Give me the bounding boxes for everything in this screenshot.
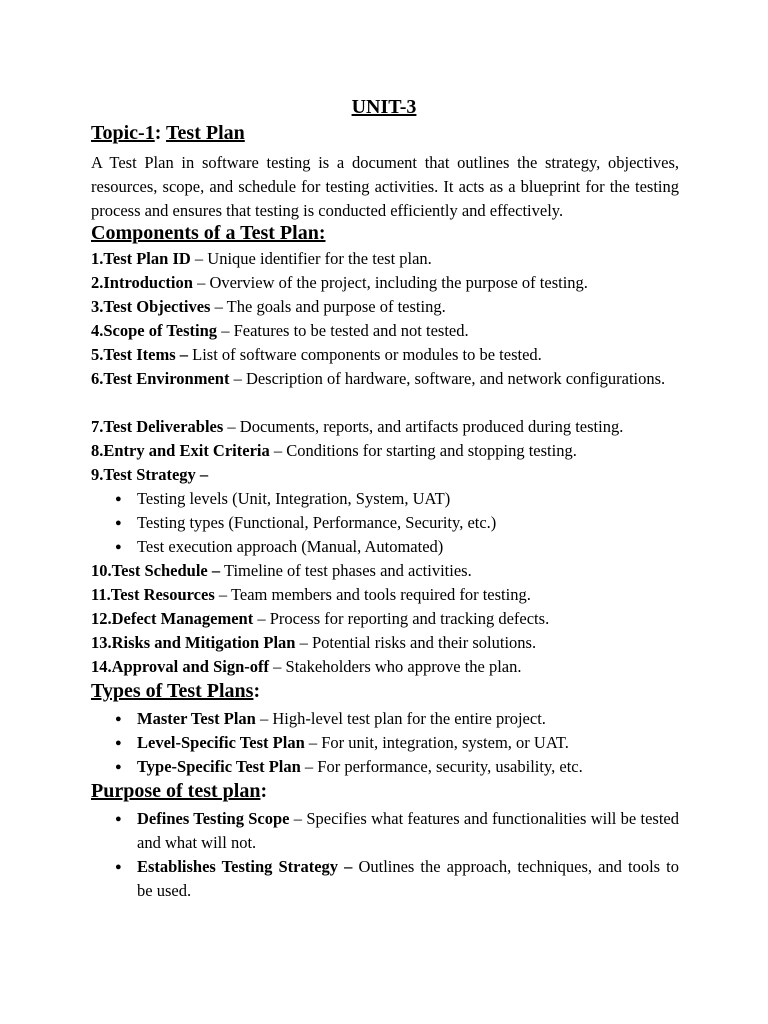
bullet-dot-icon: ● bbox=[115, 713, 122, 725]
topic-separator: : bbox=[154, 122, 167, 144]
purpose-bullet bbox=[115, 807, 679, 855]
component-text: – The goals and purpose of testing. bbox=[210, 297, 446, 316]
strategy-bullet-text: Testing levels (Unit, Integration, System, UAT) bbox=[137, 489, 451, 508]
component-item bbox=[91, 415, 679, 439]
component-text: – Potential risks and their solutions. bbox=[295, 633, 537, 652]
component-item bbox=[91, 655, 679, 679]
component-text: – Documents, reports, and artifacts produced during testing. bbox=[223, 417, 624, 436]
components-heading-text: Components of a Test Plan: bbox=[91, 222, 326, 244]
component-label: 9.Test Strategy – bbox=[91, 465, 209, 484]
component-item bbox=[91, 247, 679, 271]
components-heading bbox=[91, 222, 325, 245]
purpose-heading bbox=[91, 780, 267, 803]
topic-title: Test Plan bbox=[166, 122, 245, 144]
bullet-dot-icon: ● bbox=[115, 541, 122, 553]
type-bullet bbox=[115, 707, 679, 731]
type-bullet bbox=[115, 731, 679, 755]
component-label: 8.Entry and Exit Criteria bbox=[91, 441, 270, 460]
component-label: 4.Scope of Testing bbox=[91, 321, 218, 340]
purpose-text: Outlines the approach, techniques, and tools to be used. bbox=[137, 857, 679, 900]
component-text: – Conditions for starting and stopping testing. bbox=[269, 441, 577, 460]
component-label: 3.Test Objectives bbox=[91, 297, 211, 316]
type-label: Master Test Plan bbox=[137, 709, 256, 728]
component-label: 10.Test Schedule – bbox=[91, 561, 221, 580]
component-text: Timeline of test phases and activities. bbox=[220, 561, 472, 580]
purpose-label: Defines Testing Scope bbox=[137, 809, 290, 828]
type-label: Level-Specific Test Plan bbox=[137, 733, 305, 752]
purpose-text: – Specifies what features and functionalities will be tested and what will not. bbox=[137, 809, 679, 852]
type-label: Type-Specific Test Plan bbox=[137, 757, 301, 776]
purpose-heading-colon: : bbox=[260, 780, 268, 802]
component-label: 5.Test Items – bbox=[91, 345, 189, 364]
bullet-dot-icon: ● bbox=[115, 517, 122, 529]
component-text: – Team members and tools required for testing. bbox=[214, 585, 531, 604]
component-item bbox=[91, 295, 679, 319]
bullet-dot-icon: ● bbox=[115, 861, 122, 873]
component-item bbox=[91, 367, 679, 391]
bullet-dot-icon: ● bbox=[115, 737, 122, 749]
component-item bbox=[91, 607, 679, 631]
strategy-bullet bbox=[115, 535, 679, 559]
component-text: – Unique identifier for the test plan. bbox=[190, 249, 432, 268]
purpose-label: Establishes Testing Strategy – bbox=[137, 857, 353, 876]
type-text: – For unit, integration, system, or UAT. bbox=[304, 733, 569, 752]
component-label: 11.Test Resources bbox=[91, 585, 215, 604]
component-item bbox=[91, 271, 679, 295]
component-text: – Stakeholders who approve the plan. bbox=[269, 657, 522, 676]
component-text: – Description of hardware, software, and network configurations. bbox=[229, 369, 666, 388]
component-item bbox=[91, 343, 679, 367]
component-item bbox=[91, 631, 679, 655]
topic-heading bbox=[91, 122, 245, 145]
component-label: 12.Defect Management bbox=[91, 609, 254, 628]
bullet-dot-icon: ● bbox=[115, 813, 122, 825]
intro-paragraph: A Test Plan in software testing is a document that outlines the strategy, objectives, resources, scope, and schedule for testing activities. It acts as a blueprint for the testing process and ensures that testing is conducted efficiently and effectively. bbox=[91, 153, 679, 220]
component-label: 13.Risks and Mitigation Plan bbox=[91, 633, 296, 652]
component-text: – Overview of the project, including the purpose of testing. bbox=[192, 273, 588, 292]
strategy-bullet-text: Testing types (Functional, Performance, Security, etc.) bbox=[137, 513, 497, 532]
unit-title: UNIT-3 bbox=[351, 96, 417, 118]
type-text: – High-level test plan for the entire project. bbox=[255, 709, 546, 728]
component-item bbox=[91, 319, 679, 343]
component-text: List of software components or modules to be tested. bbox=[188, 345, 542, 364]
component-label: 6.Test Environment bbox=[91, 369, 230, 388]
strategy-bullet bbox=[115, 511, 679, 535]
component-item bbox=[91, 583, 679, 607]
component-item bbox=[91, 439, 679, 463]
bullet-dot-icon: ● bbox=[115, 761, 122, 773]
strategy-bullet-text: Test execution approach (Manual, Automated) bbox=[137, 537, 444, 556]
component-item bbox=[91, 559, 679, 583]
strategy-bullet bbox=[115, 487, 679, 511]
purpose-bullet bbox=[115, 855, 679, 903]
types-heading-text: Types of Test Plans bbox=[91, 680, 254, 702]
component-label: 7.Test Deliverables bbox=[91, 417, 224, 436]
type-bullet bbox=[115, 755, 679, 779]
purpose-heading-text: Purpose of test plan bbox=[91, 780, 261, 802]
type-text: – For performance, security, usability, etc. bbox=[300, 757, 583, 776]
bullet-dot-icon: ● bbox=[115, 493, 122, 505]
component-label: 1.Test Plan ID bbox=[91, 249, 191, 268]
topic-prefix: Topic-1 bbox=[91, 122, 155, 144]
component-text: – Features to be tested and not tested. bbox=[217, 321, 469, 340]
component-label: 14.Approval and Sign-off bbox=[91, 657, 270, 676]
component-label: 2.Introduction bbox=[91, 273, 193, 292]
types-heading bbox=[91, 680, 260, 703]
types-heading-colon: : bbox=[253, 680, 261, 702]
component-item bbox=[91, 463, 679, 487]
component-text: – Process for reporting and tracking defects. bbox=[253, 609, 550, 628]
